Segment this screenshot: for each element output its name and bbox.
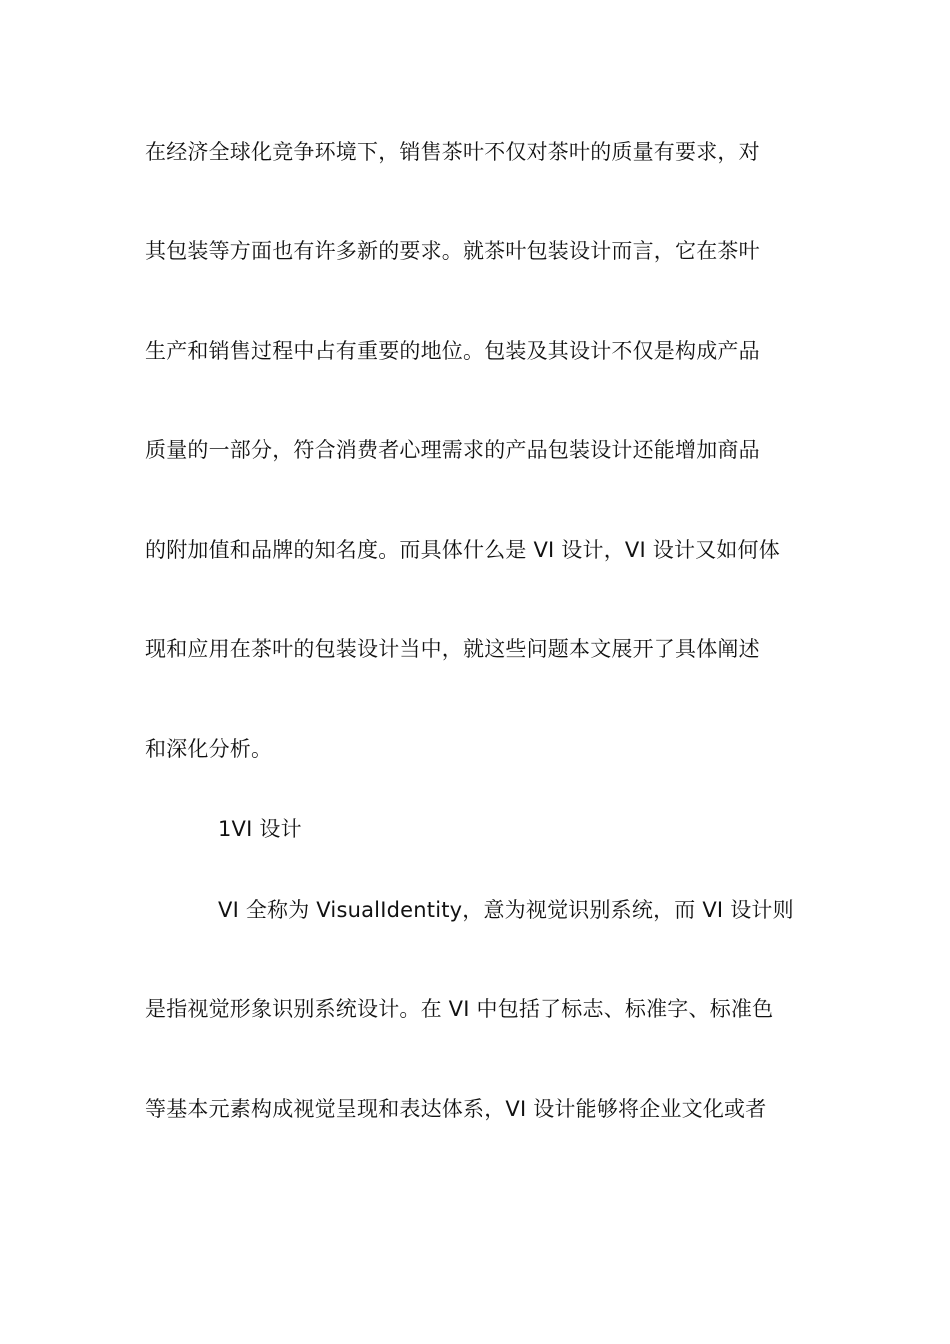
- paragraph-1-line-2: 其包装等方面也有许多新的要求。就茶叶包装设计而言，它在茶叶: [145, 239, 760, 263]
- paragraph-1-line-6: 现和应用在茶叶的包装设计当中，就这些问题本文展开了具体阐述: [145, 637, 760, 661]
- paragraph-1-line-3: 生产和销售过程中占有重要的地位。包装及其设计不仅是构成产品: [145, 339, 760, 363]
- paragraph-1-line-1: 在经济全球化竞争环境下，销售茶叶不仅对茶叶的质量有要求，对: [145, 140, 760, 164]
- paragraph-2-line-1: VI 全称为 VisualIdentity，意为视觉识别系统，而 VI 设计则: [218, 898, 794, 922]
- paragraph-2-line-2: 是指视觉形象识别系统设计。在 VI 中包括了标志、标准字、标准色: [145, 997, 774, 1021]
- section-heading: 1VI 设计: [218, 817, 302, 841]
- paragraph-1-line-4: 质量的一部分，符合消费者心理需求的产品包装设计还能增加商品: [145, 438, 760, 462]
- paragraph-2-line-3: 等基本元素构成视觉呈现和表达体系，VI 设计能够将企业文化或者: [145, 1097, 767, 1121]
- paragraph-1-line-5: 的附加值和品牌的知名度。而具体什么是 VI 设计，VI 设计又如何体: [145, 538, 780, 562]
- paragraph-1-line-7: 和深化分析。: [145, 737, 273, 761]
